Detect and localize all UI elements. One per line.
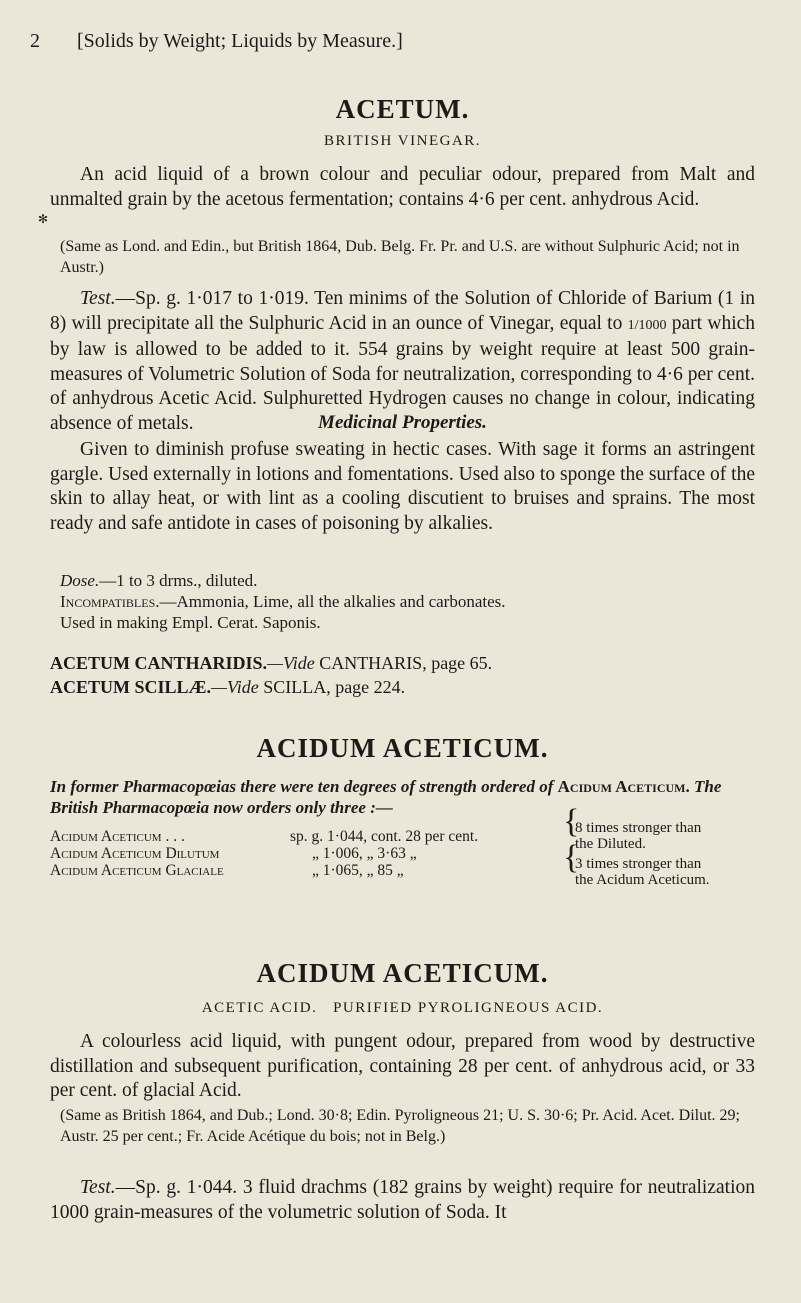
incompat-text: —Ammonia, Lime, all the alkalies and carbonates. bbox=[159, 592, 506, 611]
acetum-test-label: Test. bbox=[80, 288, 116, 309]
strength-note-top bbox=[563, 803, 702, 852]
row-name: Acidum Aceticum . . . bbox=[50, 828, 185, 845]
acidum-subtitle: ACETIC ACID. PURIFIED PYROLIGNEOUS ACID. bbox=[201, 1000, 604, 1016]
page-number: 2 bbox=[30, 30, 40, 52]
intro-b: The British Pharmacopœia now orders only three :— bbox=[50, 777, 722, 817]
brace-glyph: { bbox=[563, 839, 580, 876]
acetum-test-part1: —Sp. g. 1·017 to 1·019. Ten minims of the Solution of Chloride of Barium (1 in 8) will precipitate all the Sulphuric Acid in an ounce of Vinegar, equal to bbox=[50, 288, 755, 334]
acidum-note: (Same as British 1864, and Dub.; Lond. 30·8; Edin. Pyroligneous 21; U. S. 30·6; Pr. Acid. Acet. Dilut. 29; Austr. 25 per cent.; Fr. Acide Acétique du bois; not in Belg.) bbox=[60, 1107, 740, 1145]
acetum-description: An acid liquid of a brown colour and peculiar odour, prepared from Malt and unmalted grain by the acetous fermentation; contains 4·6 per cent. anhydrous Acid. bbox=[50, 164, 755, 210]
ref-name: ACETUM SCILLÆ. bbox=[50, 677, 212, 697]
acidum-test-text: —Sp. g. 1·044. 3 fluid drachms (182 grains by weight) require for neutralization 1000 grain-measures of the volumetric solution of Soda. It bbox=[50, 1177, 755, 1223]
row-sp: sp. g. 1·044, cont. 28 per cent. bbox=[290, 828, 479, 845]
acidum-description-block bbox=[50, 1030, 755, 1104]
medicinal-block bbox=[50, 438, 755, 536]
acetum-description-block bbox=[50, 163, 755, 212]
note-top-line2: the Diluted. bbox=[575, 836, 646, 852]
acidum-description: A colourless acid liquid, with pungent odour, prepared from wood by destructive distillation and subsequent purification, containing 28 per cent. of anhydrous acid, or 33 per cent. of glacial Acid. bbox=[50, 1031, 755, 1101]
acetum-subtitle: BRITISH VINEGAR. bbox=[323, 133, 482, 149]
note-top-line1: 8 times stronger than bbox=[575, 820, 702, 836]
margin-mark: ✻ bbox=[38, 212, 49, 226]
acetum-test-part2: part which by law is allowed to be added to it. 554 grains by weight require at least 500 grain-measures of Volumetric Solution of Soda for neutralization, corresponding to 4·6 per cent. of anhydrous Acetic Acid. Sulphuretted Hydrogen causes no change in colour, indicating absence of metals. bbox=[50, 312, 756, 434]
ref-target: CANTHARIS, page 65. bbox=[319, 653, 493, 673]
dose-label: Dose. bbox=[60, 571, 100, 590]
ref-cantharidis bbox=[50, 652, 755, 674]
intro-sc: Acidum Aceticum. bbox=[557, 777, 690, 796]
row-name: Acidum Aceticum Glaciale bbox=[50, 862, 224, 879]
ref-name: ACETUM CANTHARIDIS. bbox=[50, 653, 268, 673]
acetum-test-fraction: 1/1000 bbox=[627, 317, 667, 333]
used-text: Used in making Empl. Cerat. Saponis. bbox=[60, 613, 321, 632]
row-name: Acidum Aceticum Dilutum bbox=[50, 845, 220, 862]
acetum-note: (Same as Lond. and Edin., but British 1864, Dub. Belg. Fr. Pr. and U.S. are without Sulphuric Acid; not in Austr.) bbox=[60, 238, 740, 276]
ref-vide: —Vide bbox=[267, 653, 315, 673]
acidum-title-1: ACIDUM ACETICUM. bbox=[256, 733, 549, 763]
row-sp: „ 1·006, „ 3·63 „ bbox=[312, 845, 417, 862]
note-bot-line1: 3 times stronger than bbox=[575, 856, 702, 872]
acidum-intro bbox=[50, 776, 755, 818]
incompat-label: Incompatibles. bbox=[60, 592, 160, 611]
medicinal-text: Given to diminish profuse sweating in hectic cases. With sage it forms an astringent gargle. Used externally in lotions and fomentations. Used also to sponge the surface of the skin to allay heat, or with lint as a cooling discutient to bruises and sprains. The most ready and safe antidote in cases of poisoning by alkalies. bbox=[50, 439, 755, 534]
ref-scillae bbox=[50, 676, 755, 698]
dose-text: —1 to 3 drms., diluted. bbox=[99, 571, 258, 590]
note-bot-line2: the Acidum Aceticum. bbox=[575, 872, 710, 888]
row-sp: „ 1·065, „ 85 „ bbox=[312, 862, 404, 879]
acetum-note-block bbox=[50, 237, 755, 278]
dose-block bbox=[50, 570, 755, 633]
acidum-test-block bbox=[50, 1176, 755, 1225]
ref-vide: —Vide bbox=[211, 677, 259, 697]
acidum-test-label: Test. bbox=[80, 1177, 116, 1198]
acidum-note-block bbox=[50, 1106, 755, 1147]
acetum-title: ACETUM. bbox=[335, 94, 470, 124]
intro-a: In former Pharmacopœias there were ten degrees of strength ordered of bbox=[50, 777, 554, 796]
ref-target: SCILLA, page 224. bbox=[263, 677, 406, 697]
acidum-title-2: ACIDUM ACETICUM. bbox=[256, 958, 549, 988]
brace-glyph: { bbox=[563, 803, 580, 840]
medicinal-heading: Medicinal Properties. bbox=[318, 412, 487, 433]
running-title: [Solids by Weight; Liquids by Measure.] bbox=[77, 30, 403, 52]
running-header bbox=[30, 30, 771, 53]
